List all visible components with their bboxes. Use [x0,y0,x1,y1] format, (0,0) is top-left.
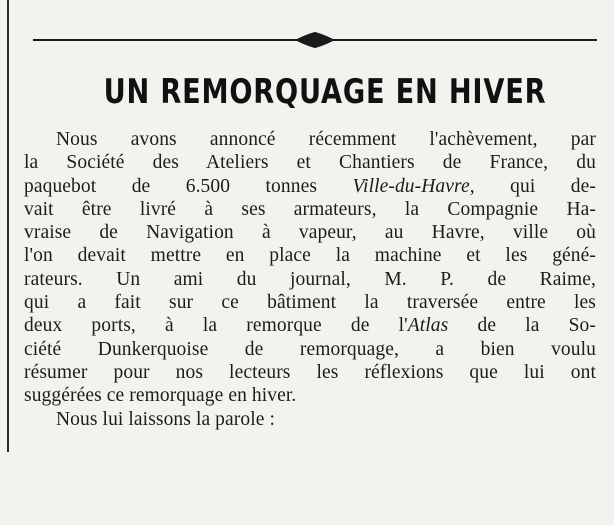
body-line-7: rateurs. Un ami du journal, M. P. de Raime, [24,268,596,290]
body-line-5: vraise de Navigation à vapeur, au Havre, ville où [24,222,596,244]
body-line-4: vait être livré à ses armateurs, la Compagnie Ha- [24,198,596,220]
body-line-6: l'on devait mettre en place la machine et les géné- [24,245,596,267]
body-line-13: Nous lui laissons la parole : [56,408,275,430]
body-line-1: Nous avons annoncé récemment l'achèvement, par [56,129,596,150]
body-line-10: ciété Dunkerquoise de remorquage, a bien voulu [24,338,596,360]
body-line-8: qui a fait sur ce bâtiment la traversée entre les [24,292,596,314]
body-line-11: résumer pour nos lecteurs les réflexions que lui ont [24,361,596,383]
article-headline: UN REMORQUAGE EN HIVER [103,72,547,112]
body-line-2: la Société des Ateliers et Chantiers de France, du [24,152,596,174]
ship-name-ville-du-havre: Ville-du-Havre [352,175,470,197]
column-rule [7,0,9,452]
body-line-3: paquebot de 6.500 tonnes Ville-du-Havre, qui de- [24,175,597,197]
body-line-12: suggérées ce remorquage en hiver. [24,385,297,407]
tug-name-atlas: Atlas [407,315,449,337]
ornamental-rule [33,32,597,48]
article-body [24,128,596,431]
body-line-9: deux ports, à la remorque de l'Atlas de la So- [24,315,596,337]
